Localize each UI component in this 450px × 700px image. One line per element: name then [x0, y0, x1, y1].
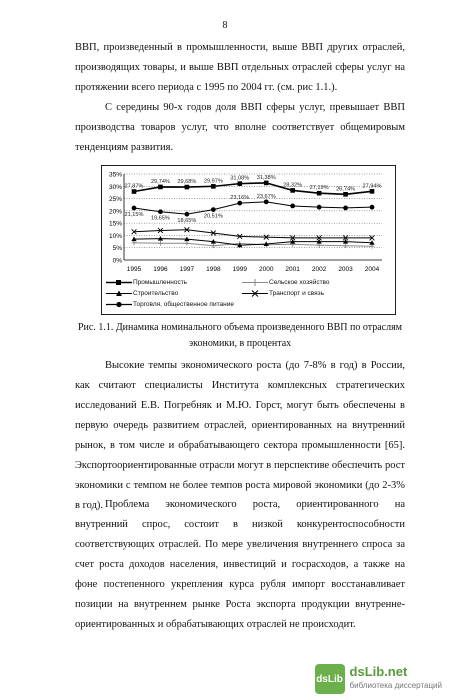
data-label: 23,67%: [256, 193, 276, 200]
series-line: [134, 230, 372, 238]
legend-label-trade: Торговля, общественное питание: [133, 300, 234, 308]
y-tick-label: 20%: [108, 208, 122, 216]
page-number: 8: [222, 20, 228, 31]
legend-item-transport: [241, 288, 324, 298]
data-label: 26,74%: [336, 186, 356, 193]
paragraph-2: С середины 90-х годов доля ВВП сферы услуг, превышает ВВП производства товаров услуг, что вполне соответствует общемировым тенденциям развития.: [75, 102, 405, 153]
watermark-brand: [350, 665, 442, 693]
data-point: [264, 199, 269, 204]
data-point: [211, 207, 216, 212]
paragraph-3: Высокие темпы экономического роста (до 7-8% в год) в России, как считают специалисты Института комплексных стратегических исследований Е.В. Погребняк и М.Ю. Горст, могут быть обеспечены в первую очередь развитием отраслей, ориентированных на внутренний рынок, в том числе и обрабатывающего сектора промышленности [65]. Экспортоориентированные отрасли могут в перспективе обеспечить рост экономики с темпом не более темпов роста мировой экономики (до 2-3% в год).: [75, 360, 405, 511]
data-point: [132, 206, 137, 211]
x-tick-label: 1996: [153, 266, 168, 273]
legend-label-agriculture: Сельское хозяйство: [269, 278, 330, 286]
watermark-brand-text: dsLib.net: [349, 664, 408, 679]
data-point: [264, 181, 269, 186]
x-tick-label: 1997: [179, 266, 195, 273]
y-tick-label: 35%: [108, 171, 122, 179]
y-tick-label: 25%: [108, 196, 122, 204]
legend-item-agriculture: [241, 277, 330, 287]
data-point: [343, 192, 348, 197]
data-label: 28,32%: [283, 182, 303, 189]
data-point: [343, 206, 348, 211]
x-tick-label: 1999: [232, 266, 248, 273]
x-tick-label: 2000: [258, 266, 274, 273]
series-line: [134, 239, 372, 246]
data-point: [317, 191, 322, 196]
legend-item-trade: [105, 299, 234, 309]
data-point: [290, 188, 295, 193]
y-tick-label: 5%: [112, 245, 122, 253]
data-label: 18,65%: [177, 218, 197, 225]
data-point: [132, 189, 137, 194]
data-label: 29,74%: [150, 178, 170, 185]
data-point: [184, 212, 189, 217]
y-tick-label: 15%: [108, 220, 122, 228]
data-label: 20,51%: [203, 213, 223, 220]
y-tick-label: 30%: [108, 183, 122, 191]
data-point: [211, 184, 216, 189]
data-label: 27,94%: [362, 183, 382, 190]
y-tick-label: 0%: [112, 257, 122, 265]
data-point: [317, 205, 322, 210]
data-label: 29,68%: [177, 179, 197, 186]
data-point: [158, 185, 163, 190]
figure-caption: Рис. 1.1. Динамика номинального объема произведенного ВВП по отраслям экономики, в процентах: [77, 322, 403, 349]
data-point: [237, 181, 242, 186]
legend-swatch-agriculture: [241, 278, 269, 287]
data-label: 21,15%: [124, 212, 144, 219]
x-tick-label: 2004: [364, 266, 380, 273]
x-tick-label: 2001: [285, 266, 300, 273]
data-point: [185, 185, 190, 190]
paragraph-4: Проблема экономического роста, ориентированного на внутренний спрос, состоит в низкой конкурентоспособности соответствующих отраслей. По мере увеличения внутреннего спроса за счет роста доходов населения, инвестиций и госрасходов, а также на фоне постепенного укрепления курса рубля импорт восстанавливает позиции на внутреннем рынке Роста экспорта продукции внутренне-ориентированных и обрабатывающих отраслей не происходит.: [75, 499, 405, 630]
series-line: [134, 202, 372, 214]
paragraph-1: ВВП, произведенный в промышленности, выше ВВП других отраслей, производящих товары, и выше ВВП отдельных отраслей сферы услуг на протяжении всего периода с 1995 по 2004 гг. (см. рис 1.1.).: [75, 42, 405, 93]
x-tick-label: 2003: [338, 266, 353, 273]
data-point: [370, 205, 375, 210]
data-point: [370, 189, 375, 194]
x-tick-label: 1995: [126, 266, 142, 273]
data-label: 27,19%: [309, 185, 329, 192]
data-label: 31,38%: [256, 174, 276, 181]
legend-label-transport: Транспорт и связь: [269, 289, 325, 297]
data-label: 19,65%: [150, 215, 170, 222]
data-label: 23,16%: [230, 195, 250, 202]
legend-label-industry: Промышленность: [133, 278, 188, 286]
watermark-logo: dsLib: [315, 664, 345, 694]
x-tick-label: 2002: [311, 266, 327, 273]
data-point: [290, 204, 295, 209]
data-label: 31,08%: [230, 175, 250, 182]
data-label: 29,97%: [203, 178, 223, 185]
legend-swatch-transport: [241, 289, 269, 298]
legend-label-construction: Строительство: [133, 289, 179, 297]
y-tick-label: 10%: [108, 232, 122, 240]
data-point: [158, 209, 163, 214]
watermark: [315, 664, 442, 694]
legend-item-industry: [105, 277, 187, 287]
legend-swatch-industry: [105, 278, 133, 287]
data-point: [237, 201, 242, 206]
data-label: 27,87%: [124, 183, 144, 190]
watermark-subtitle: библиотека диссертаций: [349, 681, 442, 690]
legend-item-construction: [105, 288, 178, 298]
x-tick-label: 1998: [206, 266, 221, 273]
legend-swatch-trade: [105, 300, 133, 309]
legend-swatch-construction: [105, 289, 133, 298]
